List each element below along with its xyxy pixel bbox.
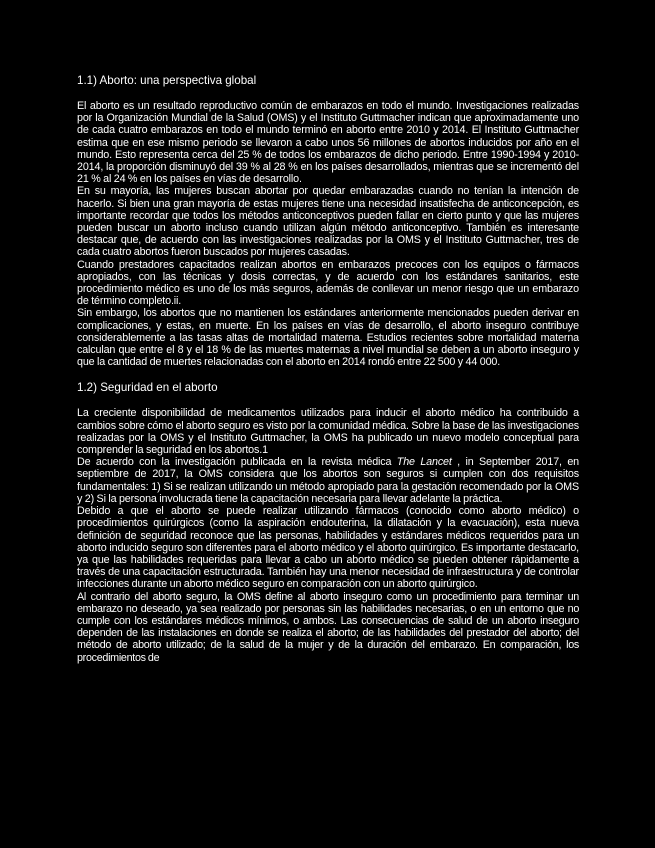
section-heading-seguridad-aborto: 1.2) Seguridad en el aborto [77,381,218,395]
paragraph-lancet-requisitos [77,456,579,505]
paragraph-aborto-resultado-comun: El aborto es un resultado reproductivo común de embarazos en todo el mundo. Investigaciones realizadas por la Organización Mundial de la Salud (OMS) y el Instituto Guttmacher indican que aproximadamente uno de cada cuatro embarazos en todo el mundo terminó en aborto entre 2010 y 2014. El Instituto Guttmacher estima que en ese mismo periodo se llevaron a cabo unos 56 millones de abortos inducidos por año en el mundo. Esto representa cerca del 25 % de todos los embarazos de dicho periodo. Entre 1990-1994 y 2010-2014, la proporción disminuyó del 39 % al 28 % en los países desarrollados, mientras que se incrementó del 21 % al 24 % en los países en vías de desarrollo. [77,100,579,186]
paragraph-motivos-aborto: En su mayoría, las mujeres buscan abortar por quedar embarazadas cuando no tenían la intención de hacerlo. Si bien una gran mayoría de estas mujeres tiene una necesidad insatisfecha de anticoncepción, es importante recordar que todos los métodos anticonceptivos pueden fallar en cierto punto y que las mujeres pueden buscar un aborto incluso cuando utilizan algún método anticonceptivo. También es interesante destacar que, de acuerdo con las investigaciones realizadas por la OMS y el Instituto Guttmacher, tres de cada cuatro abortos fueron buscados por mujeres casadas. [77,185,579,259]
paragraph-prestadores-capacitados: Cuando prestadores capacitados realizan abortos en embarazos precoces con los equipos o fármacos apropiados, con las técnicas y dosis correctas, y de acuerdo con los estándares sanitarios, este procedimiento médico es uno de los más seguros, además de conllevar un menor riesgo que un embarazo de término completo.ii. [77,258,579,308]
document-page [77,74,579,664]
section-heading-aborto-perspectiva-global: 1.1) Aborto: una perspectiva global [77,74,257,87]
paragraph-abortos-inseguros-mortalidad: Sin embargo, los abortos que no mantienen los estándares anteriormente mencionados pueden derivar en complicaciones, y estas, en muerte. En los países en vías de desarrollo, el aborto inseguro contribuye considerablemente a las tasas altas de mortalidad materna. Estudios recientes sobre mortalidad materna calculan que entre el 8 y el 18 % de las muertes maternas a nivel mundial se deben a un aborto inseguro y que la cantidad de muertes relacionadas con el aborto en 2014 rondó entre 22 500 y 44 000. [77,307,579,369]
paragraph-disponibilidad-medicamentos: La creciente disponibilidad de medicamentos utilizados para inducir el aborto médico ha contribuido a cambios sobre cómo el aborto seguro es visto por la comunidad médica. Sobre la base de las investigaciones realizadas por la OMS y el Instituto Guttmacher, la OMS ha publicado un nuevo modelo conceptual para comprender la seguridad en los abortos.1 [77,407,579,457]
lancet-text-before: De acuerdo con la investigación publicada en la revista médica [77,456,397,469]
lancet-text-after: , in September 2017, en septiembre de 2017, la OMS considera que los abortos son seguros si cumplen con dos requisitos fundamentales: 1) Si se realizan utilizando un método apropiado para la gestación recomendado por la OMS y 2) Si la persona involucrada tiene la capacitación necesaria para llevar adelante la práctica. [77,456,579,505]
paragraph-aborto-medico-quirurgico: Debido a que el aborto se puede realizar utilizando fármacos (conocido como aborto médico) o procedimientos quirúrgicos (como la aspiración endouterina, la dilatación y la evacuación), esta nueva definición de seguridad reconoce que las personas, habilidades y estándares médicos requeridos para un aborto inducido seguro son diferentes para el aborto médico y el aborto quirúrgico. Es importante destacarlo, ya que las habilidades requeridas para llevar a cabo un aborto médico se pueden obtener rápidamente a través de una capacitación estructurada. También hay una menor necesidad de infraestructura y de controlar infecciones durante un aborto médico seguro en comparación con un aborto quirúrgico. [77,505,579,591]
journal-name: The Lancet [396,456,452,469]
paragraph-aborto-inseguro-definicion: Al contrario del aborto seguro, la OMS define al aborto inseguro como un procedimiento para terminar un embarazo no deseado, ya sea realizado por personas sin las habilidades necesarias, o en un entorno que no cumple con los estándares médicos mínimos, o ambos. Las consecuencias de salud de un aborto inseguro dependen de las instalaciones en donde se realiza el aborto; de las habilidades del prestador del aborto; del método de aborto utilizado; de la salud de la mujer y de la duración del embarazo. En comparación, los procedimientos de [77,590,579,664]
